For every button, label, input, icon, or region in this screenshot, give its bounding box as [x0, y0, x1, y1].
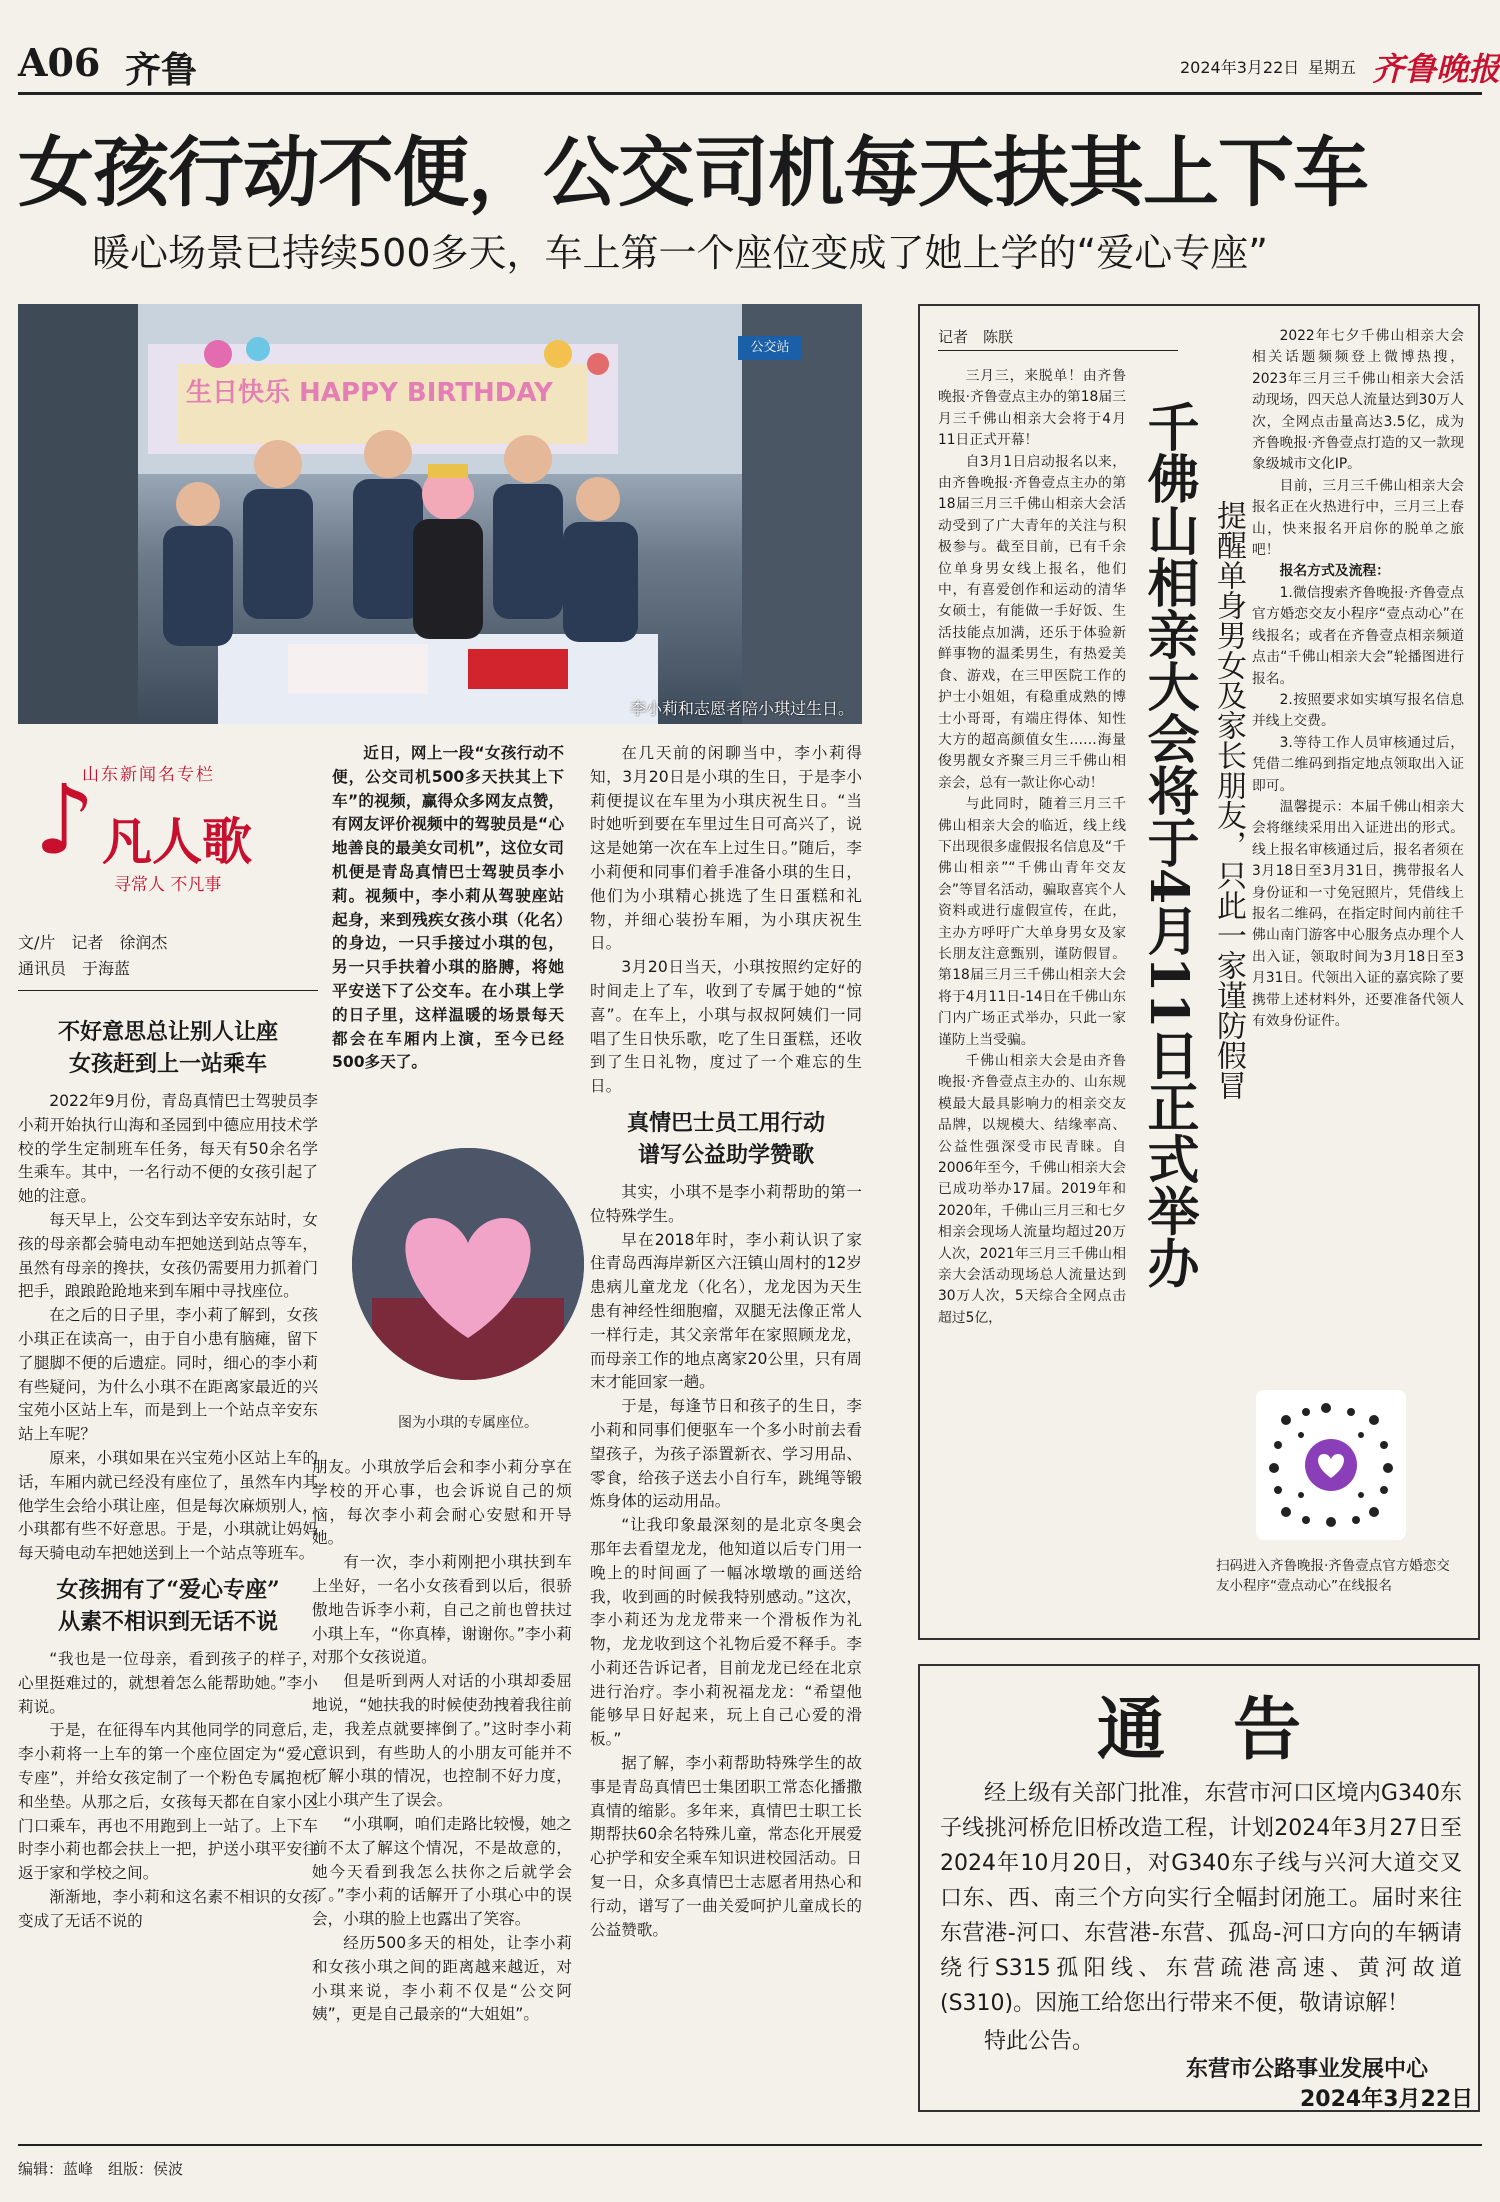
paragraph: 每天早上，公交车到达辛安东站时，女孩的母亲都会骑电动车把她送到站点等车，虽然有母亲的搀扶，女孩仍需要用力抓着门把手，踉踉跄跄地来到车厢中寻找座位。 [18, 1210, 318, 1301]
ad-paragraph: 2.按照要求如实填写报名信息并线上交费。 [1252, 691, 1464, 730]
subhead-1: 不好意思总让别人让座 女孩赶到上一站乘车 [57, 1019, 278, 1077]
subheadline: 暖心场景已持续500多天，车上第一个座位变成了她上学的“爱心专座” [92, 231, 1268, 275]
paragraph: 有一次，李小莉刚把小琪扶到车上坐好，一名小女孩看到以后，很骄傲地告诉李小莉，自己之前也曾扶过小琪上车，“你真棒，谢谢你。”李小莉对那个女孩说道。 [312, 1553, 572, 1667]
ad-reporter: 记者 陈朕 [938, 328, 1014, 346]
paragraph: 早在2018年时，李小莉认识了家住青岛西海岸新区六汪镇山周村的12岁患病儿童龙龙（化名），龙龙因为天生患有神经性细胞瘤，双腿无法像正常人一样行走，其父亲常年在家照顾龙龙，而母亲工作的地点离家20公里，只有周末才能回家一趟。 [590, 1230, 862, 1392]
column-logo [22, 742, 312, 912]
paragraph: 在几天前的闲聊当中，李小莉得知，3月20日是小琪的生日，于是李小莉便提议在车里为小琪庆祝生日。“当时她听到要在车里过生日可高兴了，说这是她第一次在车上过生日。”随后，李小莉便和同事们着手准备小琪的生日，他们为小琪精心挑选了生日蛋糕和礼物，并细心装扮车厢，为小琪庆祝生日。 [590, 744, 862, 953]
column-logo-title: 凡人歌 [102, 812, 252, 871]
ad-paragraph: 3.等待工作人员审核通过后，凭借二维码到指定地点领取出入证即可。 [1252, 734, 1464, 794]
qr-caption: 扫码进入齐鲁晚报·齐鲁壹点官方婚恋交友小程序“壹点动心”在线报名 [1216, 1558, 1450, 1594]
ad-big-title: 千佛山相亲大会将于4月11日正式举办 [1138, 400, 1199, 1289]
subhead-2: 女孩拥有了“爱心专座” 从素不相识到无话不说 [56, 1576, 280, 1635]
paragraph: “小琪啊，咱们走路比较慢，她之前不太了解这个情况，不是故意的，她今天看到我怎么扶你之后就学会了。”李小莉的话解开了小琪心中的误会，小琪的脸上也露出了笑容。 [312, 1814, 572, 1929]
notice-org: 东营市公路事业发展中心 [1186, 2057, 1429, 2082]
ad-paragraph: 温馨提示：本届千佛山相亲大会将继续采用出入证进出的形式。线上报名审核通过后，报名者须在3月18日至3月31日，携带报名人身份证和一寸免冠照片，凭借线上报名二维码，在指定时间内前往千佛山南门游客中心服务点办理个人出入证，领取时间为3月18日至3月31日。代领出入证的嘉宾除了要携带上述材料外，还要准备代领人有效身份证件。 [1252, 798, 1464, 1029]
byline-2: 通讯员 于海蓝 [18, 959, 131, 978]
paragraph: 经历500多天的相处，让李小莉和女孩小琪之间的距离越来越近，对小琪来说，李小莉不仅是“公交阿姨”，更是自己最亲的“大姐姐”。 [312, 1933, 572, 2024]
ad-paragraph: 与此同时，随着三月三千佛山相亲大会的临近，线上线下出现很多虚假报名信息及“千佛山相亲”“千佛山青年交友会”等冒名活动，骗取喜宾个人资料或进行虚假宣传，在此，主办方呼吁广大单身男女及家长朋友注意甄别，谨防假冒。第18届三月三千佛山相亲大会将于4月11日-14日在千佛山东门内广场正式举办，只此一家谨防上当受骗。 [938, 796, 1126, 1048]
footer-editor: 编辑：蓝峰 组版：侯波 [18, 2160, 184, 2178]
paragraph: 其实，小琪不是李小莉帮助的第一位特殊学生。 [590, 1182, 862, 1225]
paragraph: 渐渐地，李小莉和这名素不相识的女孩变成了无话不说的 [18, 1887, 318, 1930]
ad-paragraph: 2022年七夕千佛山相亲大会相关话题频频登上微博热搜，2023年三月三千佛山相亲大会活动现场，四天总人流量达到30万人次，全网点击量高达3.5亿，成为齐鲁晚报·齐鲁壹点打造的又一款现象级城市文化IP。 [1252, 328, 1464, 473]
photo-birthday-illustration [18, 304, 862, 724]
photo-seat-illustration [352, 1148, 584, 1380]
notice-title: 通 告 [1096, 1690, 1301, 1770]
column-3 [590, 742, 862, 1942]
photo-seat-caption: 图为小琪的专属座位。 [398, 1415, 538, 1431]
paragraph: 2022年9月份，青岛真情巴士驾驶员李小莉开始执行山海和圣园到中德应用技术学校的学生定制班车任务，每天有50余名学生乘车。其中，一名行动不便的女孩引起了她的注意。 [18, 1092, 318, 1206]
paper-logo: 齐鲁晚报 [1372, 50, 1500, 88]
paragraph: 原来，小琪如果在兴宝苑小区站上车的话，车厢内就已经没有座位了，虽然车内其他学生会给小琪让座，但是每次麻烦别人，小琪都有些不好意思。于是，小琪就让妈妈每天骑电动车把她送到上一个站点等班车。 [18, 1448, 318, 1563]
paragraph: 据了解，李小莉帮助特殊学生的故事是青岛真情巴士集团职工常态化播撒真情的缩影。多年来，真情巴士职工长期帮扶60余名特殊儿童，常态化开展爱心护学和安全乘车知识进校园活动。日复一日，众多真情巴士志愿者用热心和行动，谱写了一曲关爱呵护儿童成长的公益赞歌。 [590, 1754, 862, 1939]
ad-paragraph: 三月三，来脱单！由齐鲁晚报·齐鲁壹点主办的第18届三月三千佛山相亲大会将于4月11日正式开幕！ [938, 368, 1126, 449]
masthead-rule [18, 92, 1482, 95]
issue-weekday: 星期五 [1308, 58, 1357, 77]
byline-rule [18, 990, 318, 991]
byline-1: 文/片 记者 徐润杰 [18, 933, 168, 952]
paragraph: “让我印象最深刻的是北京冬奥会那年去看望龙龙，他知道以后专门用一晚上的时间画了一幅冰墩墩的画送给我，收到画的时候我特别感动。”这次，李小莉还为龙龙带来一个滑板作为礼物，龙龙收到这个礼物后爱不释手。李小莉还告诉记者，目前龙龙已经在北京进行治疗。李小莉祝福龙龙：“希望他能够早日好起来，玩上自己心爱的滑板。” [590, 1516, 862, 1749]
photo-birthday [18, 304, 862, 724]
column-logo-tagline: 寻常人 不凡事 [114, 875, 222, 895]
footer-rule [18, 2144, 1482, 2146]
paragraph: 3月20日当天，小琪按照约定好的时间走上了车，收到了专属于她的“惊喜”。在车上，小琪与叔叔阿姨们一同唱了生日快乐歌，吃了生日蛋糕，还收到了生日礼物，度过了一个难忘的生日。 [590, 958, 862, 1096]
issue-date: 2024年3月22日 [1180, 58, 1300, 77]
paragraph: 朋友。小琪放学后会和李小莉分享在学校的开心事，也会诉说自己的烦恼，每次李小莉会耐心安慰和开导她。 [312, 1458, 572, 1548]
lead-paragraph: 近日，网上一段“女孩行动不便，公交司机500多天扶其上下车”的视频，赢得众多网友点赞，有网友评价视频中的驾驶员是“心地善良的最美女司机”，这位女司机便是青岛真情巴士驾驶员李小莉。视频中，李小莉从驾驶座站起身，来到残疾女孩小琪（化名）的身边，一只手接过小琪的包，另一只手扶着小琪的胳膊，将她平安送下了公交车。在小琪上学的日子里，这样温暖的场景每天都会在车厢内上演，至今已经500多天了。 [332, 744, 564, 1072]
column-2b [312, 1456, 572, 2027]
ad-paragraph: 报名方式及流程： [1279, 563, 1390, 580]
column-1 [18, 1016, 318, 1934]
paragraph: “我也是一位母亲，看到孩子的样子，心里挺难过的，就想着怎么能帮助她。”李小莉说。 [18, 1649, 318, 1716]
paragraph: 于是，在征得车内其他同学的同意后，李小莉将一上车的第一个座位固定为“爱心专座”，并给女孩定制了一个粉色专属抱枕和坐垫。从那之后，女孩每天都在自家小区门口乘车，再也不用跑到上一站了。上下车时李小莉也都会扶上一把，护送小琪平安往返于家和学校之间。 [18, 1721, 318, 1883]
ad-col-left [938, 366, 1126, 1329]
subhead-3: 真情巴士员工用行动 谱写公益助学赞歌 [626, 1109, 825, 1168]
ad-paragraph: 1.微信搜索齐鲁晚报·齐鲁壹点官方婚恋交友小程序“壹点动心”在线报名；或者在齐鲁壹点相亲频道点击“千佛山相亲大会”轮播图进行报名。 [1252, 584, 1464, 687]
ad-paragraph: 自3月1日启动报名以来，由齐鲁晚报·齐鲁壹点主办的第18届三月三千佛山相亲大会活动受到了广大青年的关注与积极参与。截至目前，已有千余位单身男女线上报名，他们中，有喜爱创作和运动的清华女硕士，有能做一手好饭、生活技能点加满，还乐于体验新鲜事物的温柔男生，有热爱美食、游戏，在三甲医院工作的护士小姐姐，有稳重成熟的博士小哥哥，有端庄得体、知性大方的超高颜值女生……海量俊男靓女齐聚三月三千佛山相亲会，总有一款让你心动！ [938, 453, 1126, 791]
ad-col-right [1252, 326, 1464, 1032]
headline: 女孩行动不便，公交司机每天扶其上下车 [18, 128, 1368, 217]
ad-paragraph: 目前，三月三千佛山相亲大会报名正在火热进行中，三月三上春山，快来报名开启你的脱单之旅吧！ [1252, 477, 1464, 559]
notice-closing: 特此公告。 [984, 2029, 1095, 2054]
paragraph: 在之后的日子里，李小莉了解到，女孩小琪正在读高一，由于自小患有脑瘫，留下了腿脚不便的后遗症。同时，细心的李小莉有些疑问，为什么小琪不在距离家最近的兴宝苑小区站上车，而是到上一个站点辛安东站上车呢？ [18, 1306, 318, 1444]
birthday-banner: 生日快乐 HAPPY BIRTHDAY [186, 378, 553, 408]
notice-date: 2024年3月22日 [1300, 2087, 1474, 2112]
notice-body: 经上级有关部门批准，东营市河口区境内G340东子线挑河桥危旧桥改造工程，计划2024年3月27日至2024年10月20日，对G340东子线与兴河大道交叉口东、西、南三个方向实行全幅封闭施工。届时来往东营港-河口、东营港-东营、孤岛-河口方向的车辆请绕行S315孤阳线、东营疏港高速、黄河故道(S310)。因施工给您出行带来不便，敬请谅解！ [940, 1781, 1462, 2016]
music-note-icon: ♪ [34, 764, 96, 876]
qr-code[interactable] [1256, 1390, 1406, 1540]
ad-paragraph: 千佛山相亲大会是由齐鲁晚报·齐鲁壹点主办的、山东规模最大最具影响力的相亲交友品牌，以规模大、结缘率高、公益性强深受市民青睐。自2006年至今，千佛山相亲大会已成功举办17届。2019年和2020年，千佛山三月三和七夕相亲会现场人流量均超过20万人次，2021年三月三千佛山相亲大会活动现场总人流量达到30万人次，5天综合全网点击超过5亿， [938, 1053, 1126, 1326]
qr-code-icon [1256, 1390, 1406, 1540]
section-name: 齐鲁 [125, 49, 198, 91]
column-logo-top: 山东新闻名专栏 [82, 765, 215, 785]
column-2 [332, 742, 564, 1075]
ad-sub-title: 提醒单身男女及家长朋友，只此一家谨防假冒 [1211, 500, 1246, 1100]
ad-reporter-rule [938, 350, 1178, 351]
paragraph: 但是听到两人对话的小琪却委屈地说，“她扶我的时候使劲拽着我往前走，我差点就要摔倒了。”这时李小莉意识到，有些助人的小朋友可能并不了解小琪的情况，也控制不好力度，让小琪产生了误会。 [312, 1672, 572, 1810]
photo-seat [352, 1148, 584, 1380]
paragraph: 于是，每逢节日和孩子的生日，李小莉和同事们便驱车一个多小时前去看望孩子，为孩子添置新衣、学习用品、零食，给孩子送去小自行车，跳绳等锻炼身体的运动用品。 [590, 1397, 862, 1511]
bus-stop-sign: 公交站 [738, 336, 802, 360]
photo-caption: 李小莉和志愿者陪小琪过生日。 [630, 699, 855, 718]
page-number: A06 [18, 40, 101, 85]
